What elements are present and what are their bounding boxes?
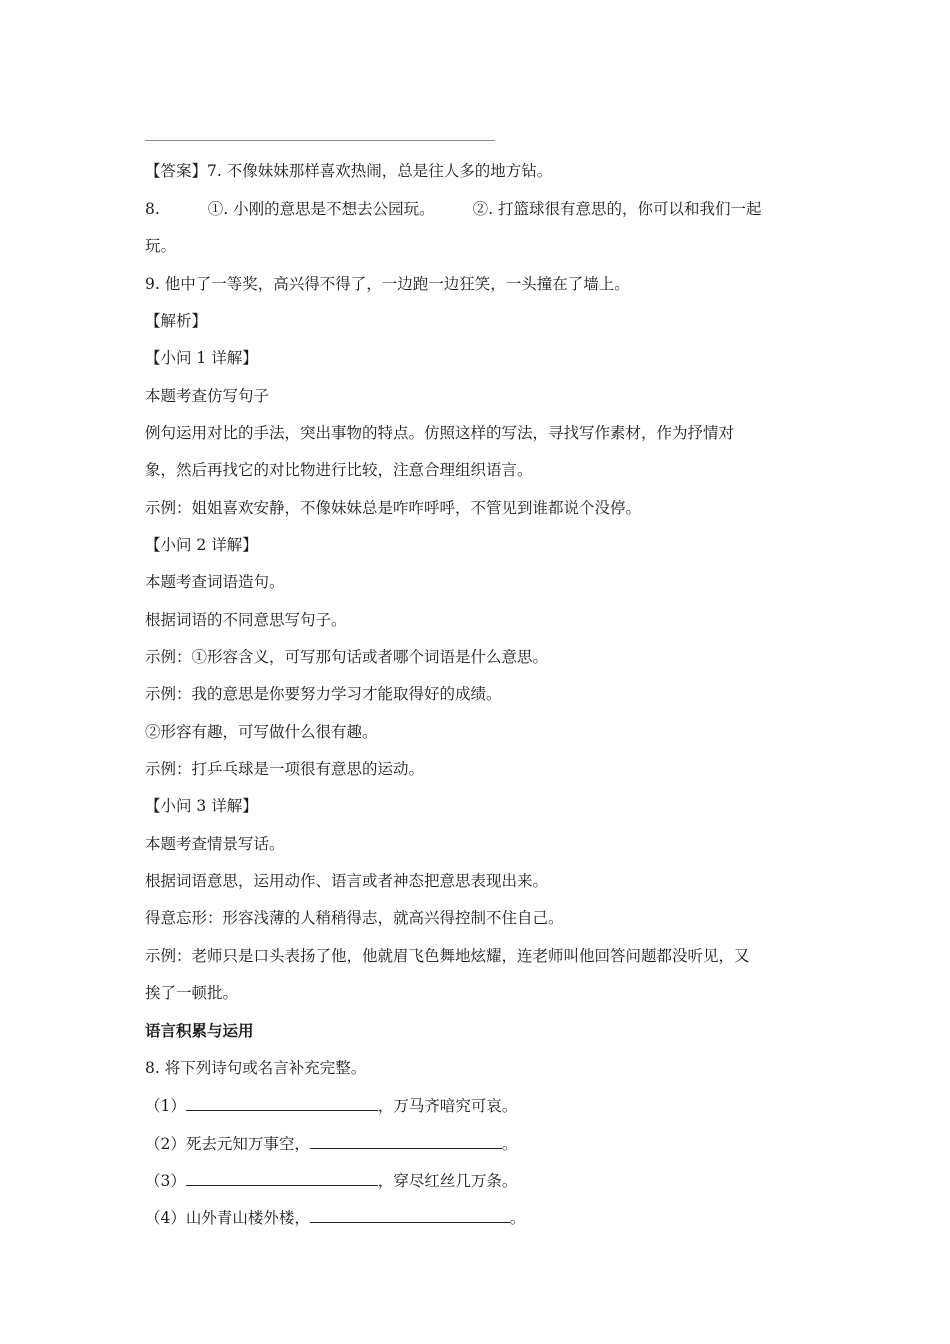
sub1-line-2: 例句运用对比的手法，突出事物的特点。仿照这样的写法，寻找写作素材，作为抒情对 — [145, 424, 735, 442]
answer-line-8-cont: 玩。 — [145, 237, 177, 255]
answer-8-part2: ②. 打篮球很有意思的，你可以和我们一起 — [472, 200, 762, 218]
sub3-line-4: 示例：老师只是口头表扬了他，他就眉飞色舞地炫耀，连老师叫他回答问题都没听见，又 — [145, 947, 750, 965]
answer-line-7 — [145, 160, 552, 182]
fill-item-4: （4）山外青山楼外楼， 。 — [145, 1206, 525, 1229]
top-divider — [145, 140, 495, 141]
sub3-line-3: 得意忘形：形容浅薄的人稍稍得志，就高兴得控制不住自己。 — [145, 909, 564, 927]
fill-item-2: （2）死去元知万事空， 。 — [145, 1132, 517, 1155]
answer-8-part1: ①. 小刚的意思是不想去公园玩。 — [207, 200, 435, 218]
sub2-line-6: 示例：打乒乓球是一项很有意思的运动。 — [145, 760, 425, 778]
answer-7-text: 7. 不像妹妹那样喜欢热闹，总是往人多的地方钻。 — [207, 162, 553, 180]
sub2-heading: 【小问 2 详解】 — [145, 536, 258, 554]
sub3-line-2: 根据词语意思，运用动作、语言或者神态把意思表现出来。 — [145, 872, 549, 890]
sub2-line-4: 示例：我的意思是你要努力学习才能取得好的成绩。 — [145, 685, 502, 703]
fill-blank-4[interactable] — [310, 1206, 510, 1223]
sub3-line-5: 挨了一顿批。 — [145, 984, 239, 1002]
sub1-heading: 【小问 1 详解】 — [145, 349, 258, 367]
analysis-heading: 【解析】 — [145, 312, 208, 330]
fill-item-3: （3） ，穿尽红丝几万条。 — [145, 1169, 517, 1192]
sub3-heading: 【小问 3 详解】 — [145, 797, 258, 815]
sub1-line-3: 象，然后再找它的对比物进行比较，注意合理组织语言。 — [145, 461, 533, 479]
answer-line-8 — [145, 198, 762, 220]
fill-blank-1[interactable] — [186, 1094, 378, 1111]
answer-label: 【答案】 — [145, 162, 208, 180]
sub2-line-1: 本题考查词语造句。 — [145, 573, 285, 591]
section-title: 语言积累与运用 — [145, 1021, 254, 1040]
answer-line-9: 9. 他中了一等奖，高兴得不得了，一边跑一边狂笑，一头撞在了墙上。 — [145, 275, 630, 293]
sub1-line-4: 示例：姐姐喜欢安静，不像妹妹总是咋咋呼呼，不管见到谁都说个没停。 — [145, 499, 642, 517]
fill-blank-2[interactable] — [310, 1132, 502, 1149]
answer-8-number: 8. — [145, 200, 160, 218]
sub2-line-5: ②形容有趣，可写做什么很有趣。 — [145, 723, 378, 741]
question-8-prompt: 8. 将下列诗句或名言补充完整。 — [145, 1059, 367, 1077]
sub1-line-1: 本题考查仿写句子 — [145, 387, 270, 405]
fill-blank-3[interactable] — [186, 1169, 378, 1186]
sub2-line-2: 根据词语的不同意思写句子。 — [145, 611, 347, 629]
sub3-line-1: 本题考查情景写话。 — [145, 835, 285, 853]
fill-item-1: （1） ，万马齐喑究可哀。 — [145, 1094, 517, 1117]
sub2-line-3: 示例：①形容含义，可写那句话或者哪个词语是什么意思。 — [145, 648, 549, 666]
